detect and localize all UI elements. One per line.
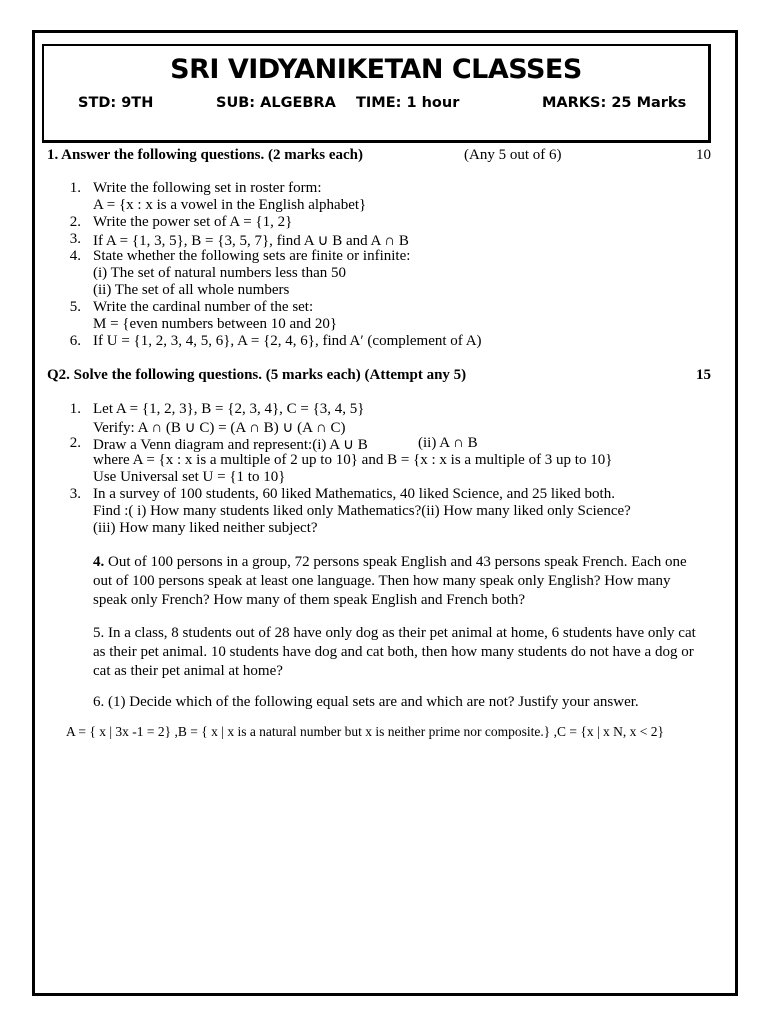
- question-text: Write the following set in roster form:: [93, 180, 322, 196]
- section2-title: Q2. Solve the following questions. (5 marks each) (Attempt any 5): [47, 367, 467, 383]
- question-text: Out of 100 persons in a group, 72 persons speak English and 43 persons speak French. Each one: [108, 554, 687, 570]
- question-text: State whether the following sets are finite or infinite:: [93, 248, 411, 264]
- section1-choice: (Any 5 out of 6): [464, 147, 562, 163]
- question-text: speak only French? How many of them speak English and French both?: [93, 592, 525, 608]
- question-text: M = {even numbers between 10 and 20}: [93, 316, 338, 332]
- question-text: Verify: A ∩ (B ∪ C) = (A ∩ B) ∪ (A ∩ C): [93, 420, 346, 436]
- question-text: as their pet animal. 10 students have dog and cat both, then how many students do not have a dog or: [93, 644, 694, 660]
- question-number: 5.: [69, 299, 81, 315]
- question-text: If U = {1, 2, 3, 4, 5, 6}, A = {2, 4, 6}, find A′ (complement of A): [93, 333, 482, 349]
- header-box: [42, 44, 711, 143]
- school-name: SRI VIDYANIKETAN CLASSES: [170, 54, 582, 85]
- std-label: STD: 9TH: [78, 95, 154, 111]
- question-text: Let A = {1, 2, 3}, B = {2, 3, 4}, C = {3, 4, 5}: [93, 401, 365, 417]
- question-text: In a survey of 100 students, 60 liked Mathematics, 40 liked Science, and 25 liked both.: [93, 486, 615, 502]
- question-text: where A = {x : x is a multiple of 2 up to 10} and B = {x : x is a multiple of 3 up to 10}: [93, 452, 613, 468]
- question-text: cat as their pet animal at home?: [93, 663, 283, 679]
- question-text: (i) The set of natural numbers less than 50: [93, 265, 346, 281]
- subject-label: SUB: ALGEBRA: [216, 95, 336, 111]
- question-text: 6. (1) Decide which of the following equal sets are and which are not? Justify your answer.: [93, 694, 639, 710]
- question-number: 1.: [69, 180, 81, 196]
- question-text: (iii) How many liked neither subject?: [93, 520, 318, 536]
- marks-label: MARKS: 25 Marks: [542, 95, 687, 111]
- section1-title: 1. Answer the following questions. (2 marks each): [47, 147, 363, 163]
- section2-marks: 15: [696, 367, 711, 383]
- question-number: 3.: [69, 231, 81, 247]
- question-text: (ii) A ∩ B: [418, 435, 478, 451]
- question-text: Draw a Venn diagram and represent:(i) A ∪ B: [93, 437, 368, 453]
- question-text: Write the cardinal number of the set:: [93, 299, 314, 315]
- question-number: 2.: [69, 435, 81, 451]
- section1-marks: 10: [696, 147, 711, 163]
- question-number: 4.: [93, 554, 105, 570]
- question-text: Find :( i) How many students liked only Mathematics?(ii) How many liked only Science?: [93, 503, 631, 519]
- question-number: 3.: [69, 486, 81, 502]
- question-number: 4.: [69, 248, 81, 264]
- question-text: Write the power set of A = {1, 2}: [93, 214, 293, 230]
- question-text: A = {x : x is a vowel in the English alphabet}: [93, 197, 367, 213]
- question-text: (ii) The set of all whole numbers: [93, 282, 290, 298]
- time-label: TIME: 1 hour: [356, 95, 460, 111]
- question-text: out of 100 persons speak at least one language. Then how many speak only English? How many: [93, 573, 671, 589]
- question-text: Use Universal set U = {1 to 10}: [93, 469, 286, 485]
- question-number: 1.: [69, 401, 81, 417]
- question-text: If A = {1, 3, 5}, B = {3, 5, 7}, find A ∪ B and A ∩ B: [93, 233, 409, 249]
- question-text: 5. In a class, 8 students out of 28 have only dog as their pet animal at home, 6 students have only cat: [93, 625, 696, 641]
- sets-line: A = { x | 3x -1 = 2} ,B = { x | x is a natural number but x is neither prime nor composite.} ,C = {x | x N, x < 2}: [66, 724, 664, 739]
- question-number: 6.: [69, 333, 81, 349]
- question-number: 2.: [69, 214, 81, 230]
